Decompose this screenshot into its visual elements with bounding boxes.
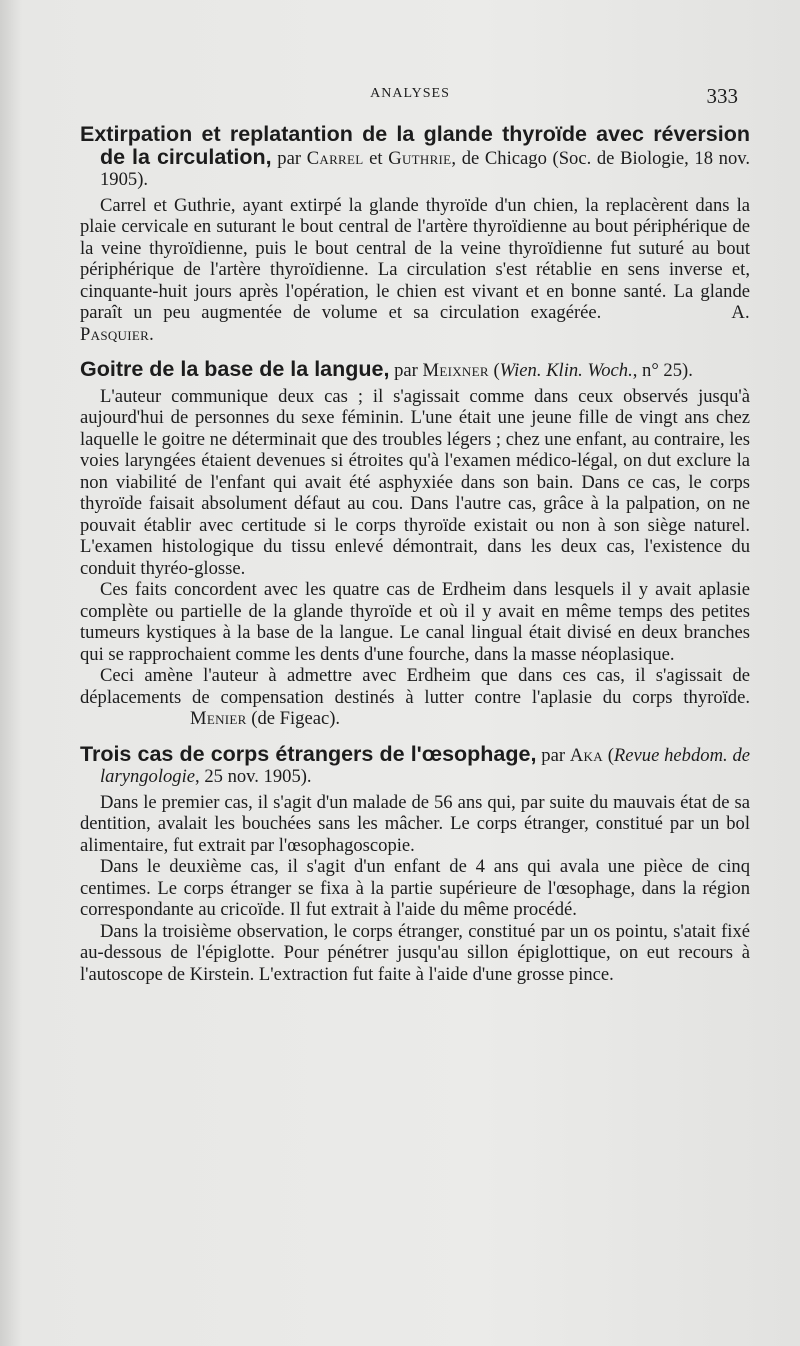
article-title: Goitre de la base de la langue, [80, 357, 390, 381]
article-heading [80, 741, 750, 788]
author-name: Meixner [422, 360, 489, 381]
reference-open: ( [488, 360, 500, 381]
reference-close: , 25 nov. 1905). [195, 766, 312, 787]
page-header [80, 84, 740, 114]
paragraph-text: Ceci amène l'auteur à admettre avec Erdheim que dans ces cas, il s'agissait de déplacements de compensation destinés à lutter contre l'aplasie du corps thyroïde. [80, 665, 750, 708]
byline-et: et [363, 147, 389, 169]
page-content [80, 124, 750, 985]
article-heading [80, 359, 750, 382]
journal-name: Revue hebdom. de laryngologie [100, 744, 750, 787]
article-paragraph: Dans la troisième observation, le corps étranger, constitué par un os pointu, s'atait fixé au-dessous de l'épiglotte. Pour pénétrer jusqu'au sillon épiglottique, on eut recours à l'autoscope de Kirstein. L'extraction fut faite à l'aide d'une grosse pince. [80, 920, 750, 985]
page-number: 333 [706, 84, 738, 108]
byline-par: par [271, 147, 307, 169]
byline-par: par [389, 360, 423, 381]
reference-close: , n° 25). [632, 360, 693, 381]
author-name: Aka [569, 744, 603, 766]
article-reference: , de Chicago (Soc. de Biologie, 18 nov. 1905). [100, 147, 750, 190]
article-title: Trois cas de corps étrangers de l'œsophage, [80, 741, 537, 766]
article-title: Extirpation et replatantion de la glande thyroïde avec réversion de la circulation, [80, 122, 750, 169]
author-name: Carrel [306, 147, 364, 169]
article-thyroid-replantation [80, 124, 750, 345]
article-paragraph: L'auteur communique deux cas ; il s'agissait comme dans ceux observés jusqu'à aujourd'hui de personnes du sexe féminin. L'une était une jeune fille de vingt ans chez laquelle le goitre ne déterminait que des troubles légers ; chez une enfant, au contraire, les voies laryngées étaient devenues si étroites qu'à l'examen médico-légal, on dut exclure la non viabilité de l'enfant qui avait été asphyxiée dans son bain. Dans ce cas, le corps thyroïde faisait absolument défaut au cou. Dans l'autre cas, grâce à la palpation, on ne pouvait établir avec certitude si le corps thyroïde existait ou non à son siège naturel. L'examen histologique du tissu enlevé démontrait, dans les deux cas, l'existence du conduit thyréo-glosse. [80, 385, 750, 579]
article-paragraph: Dans le deuxième cas, il s'agit d'un enfant de 4 ans qui avala une pièce de cinq centimes. Le corps étranger se fixa à la partie supérieure de l'œsophage, dans la région correspondante au cricoïde. Il fut extrait à l'aide du même procédé. [80, 856, 750, 920]
reference-open: ( [602, 744, 614, 766]
paragraph-text: Carrel et Guthrie, ayant extirpé la glande thyroïde d'un chien, la replacèrent dans la plaie cervicale en suturant le bout central de l'artère thyroïdienne au bout périphérique de la veine thyroïdienne, puis le bout central de la veine thyroïdienne fut suturé au bout périphérique de l'artère thyroïdienne. La circulation s'est rétablie en sens inverse et, cinquante-huit jours après l'opération, le chien est vivant et en bonne santé. La glande paraît un peu augmentée de volume et sa circulation exagérée. [80, 194, 750, 323]
article-esophagus-foreign-bodies [80, 741, 750, 986]
article-paragraph: Ces faits concordent avec les quatre cas de Erdheim dans lesquels il y avait aplasie complète ou partielle de la glande thyroïde et où il y avait en même temps des petites tumeurs kystiques à la base de la langue. Le canal lingual était divisé en deux branches qui se rapprochaient comme les dents d'une fourche, dans la masse néoplasique. [80, 579, 750, 665]
signature-place: (de Figeac). [246, 708, 341, 729]
signature: A. Pasquier. [80, 302, 750, 345]
article-paragraph [80, 665, 750, 730]
running-head: ANALYSES [370, 86, 450, 101]
article-paragraph: Dans le premier cas, il s'agit d'un malade de 56 ans qui, par suite du mauvais état de sa dentition, avalait les bouchées sans les mâcher. Le corps étranger, constitué par un bol alimentaire, fut extrait par l'œsophagoscopie. [80, 791, 750, 856]
article-paragraph [80, 195, 750, 346]
article-heading [80, 124, 750, 191]
byline-par: par [536, 744, 570, 766]
article-goitre-tongue [80, 359, 750, 730]
author-name: Guthrie [388, 147, 452, 169]
journal-name: Wien. Klin. Woch. [499, 360, 633, 381]
signature: Menier [190, 708, 247, 729]
